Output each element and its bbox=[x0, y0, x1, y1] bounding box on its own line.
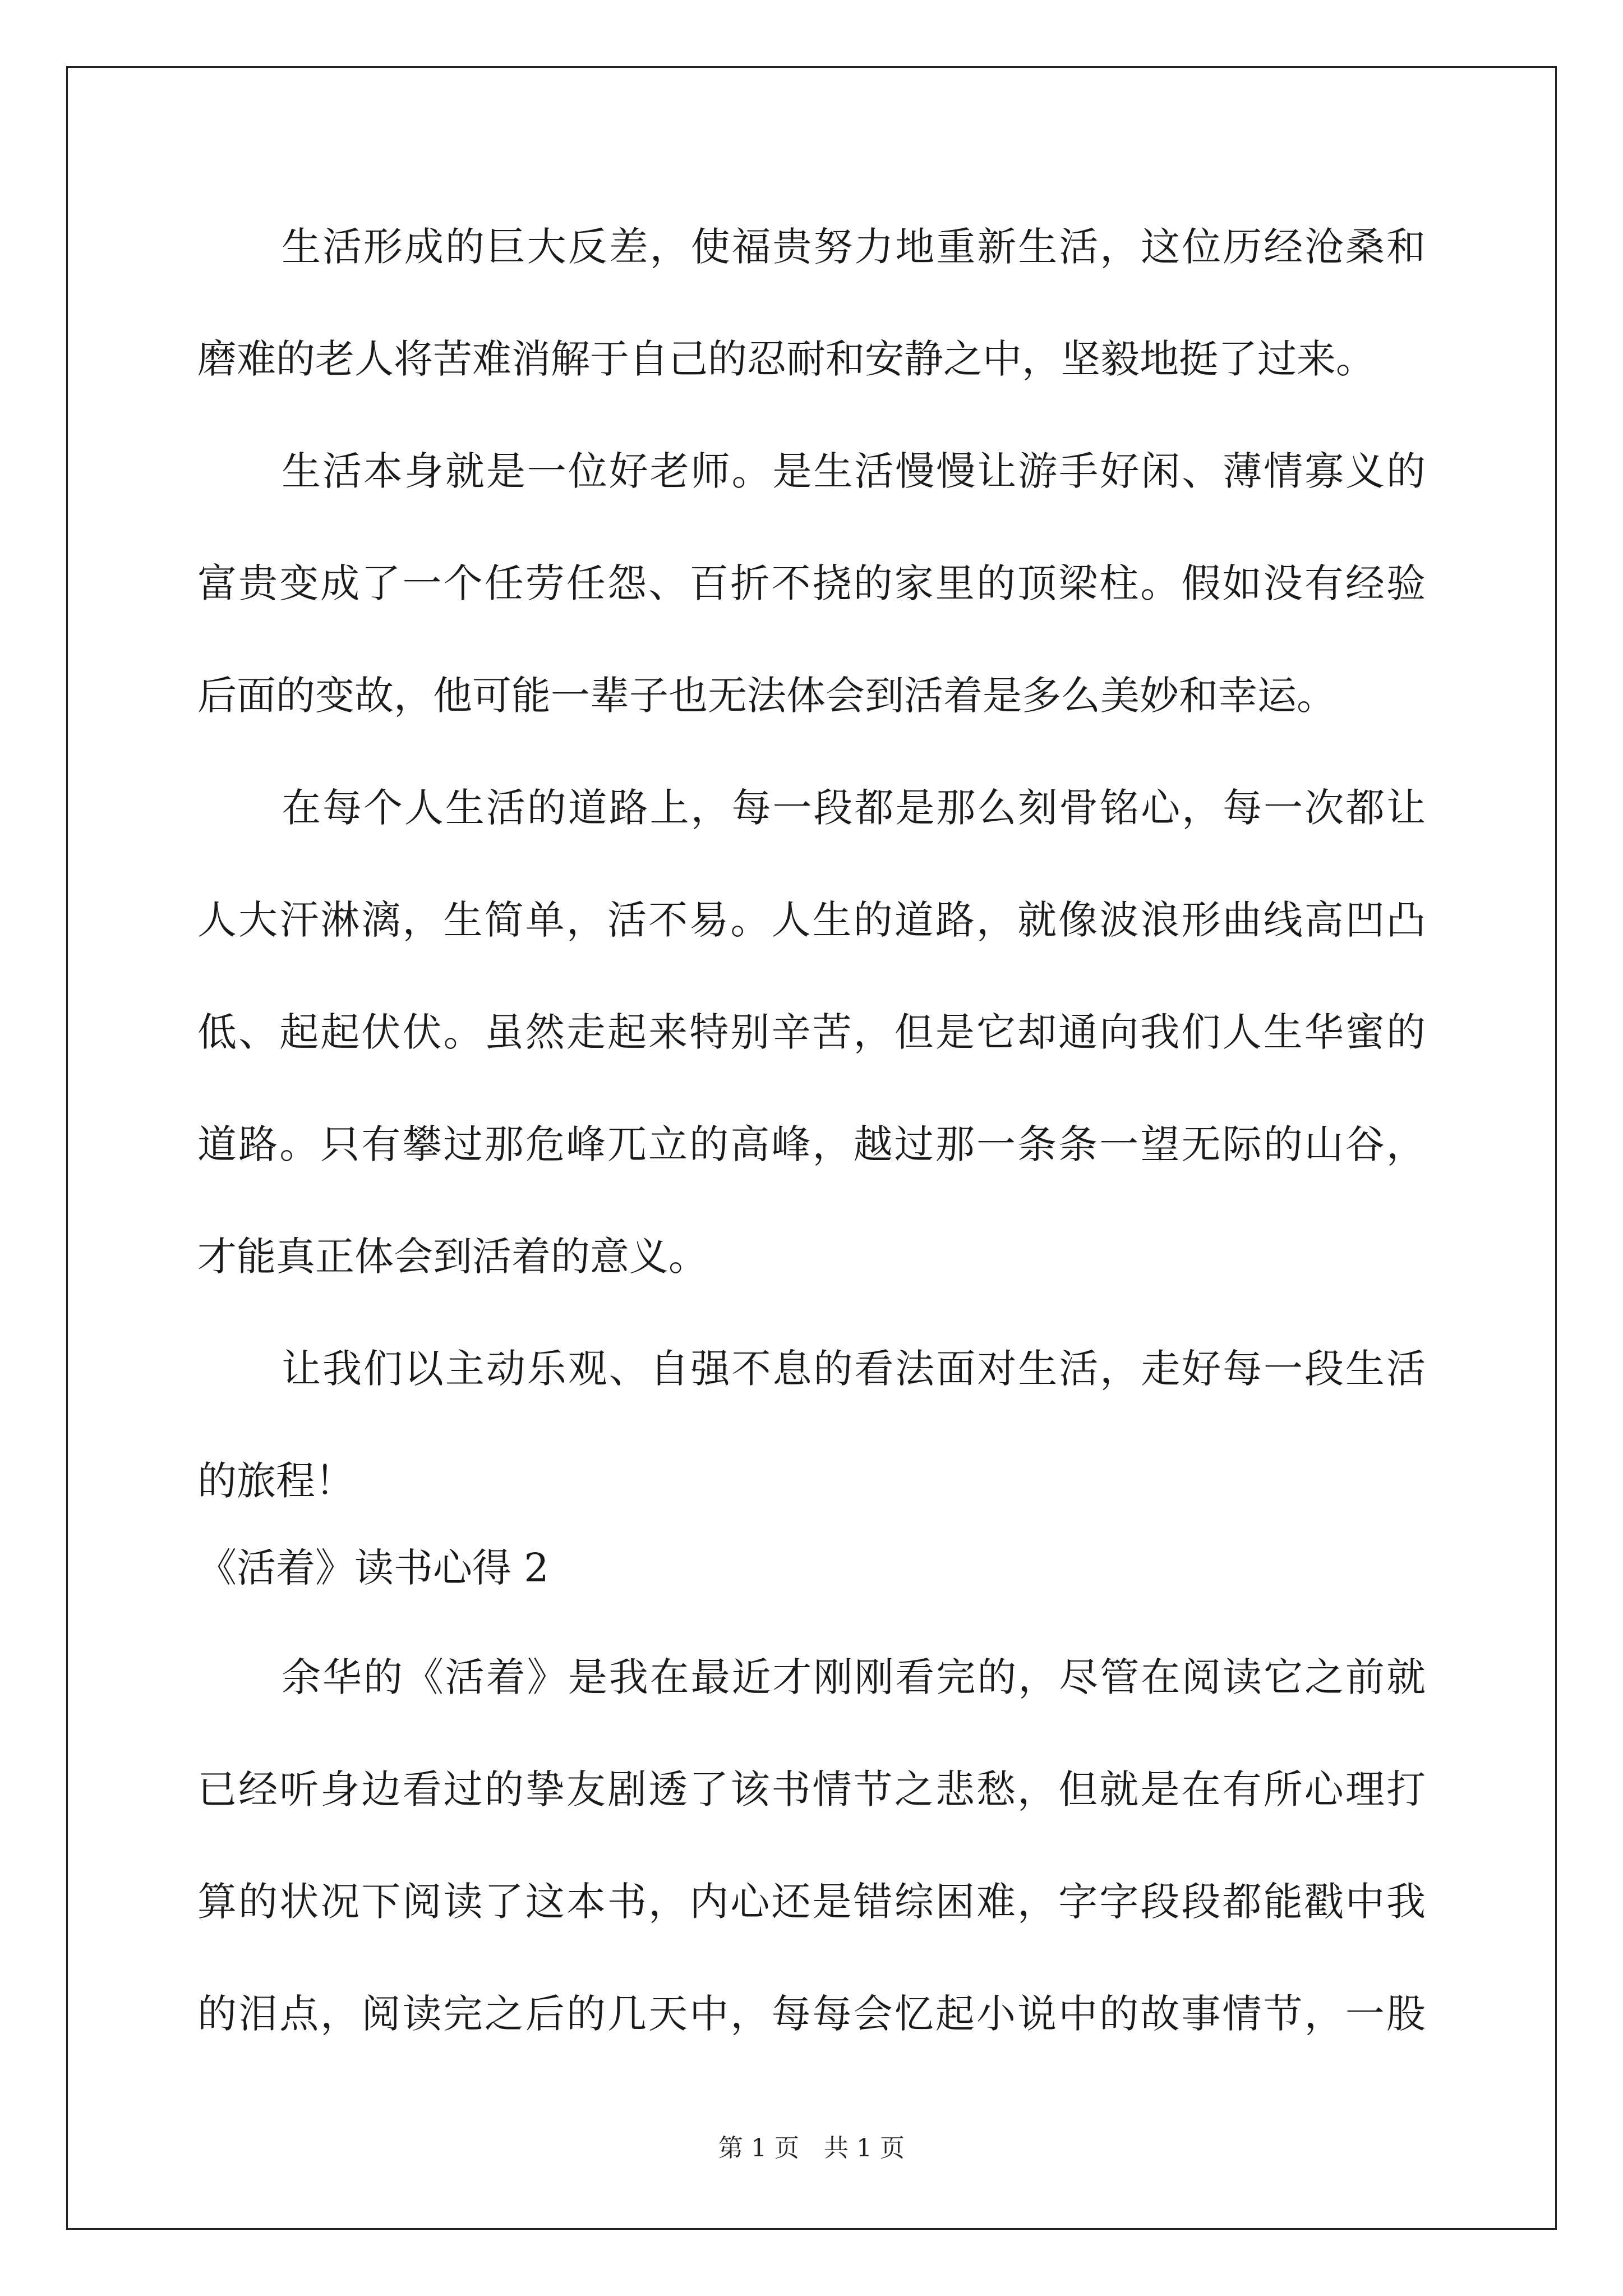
section-paragraph-line-3: 算的状况下阅读了这本书，内心还是错综困难，字字段段都能戳中我 bbox=[197, 1879, 1426, 1925]
paragraph-4-line-2: 的旅程！ bbox=[197, 1458, 354, 1504]
section-title: 《活着》读书心得 2 bbox=[197, 1545, 549, 1591]
section-paragraph-line-1: 余华的《活着》是我在最近才刚刚看完的，尽管在阅读它之前就 bbox=[282, 1654, 1426, 1700]
paragraph-1-line-1: 生活形成的巨大反差，使福贵努力地重新生活，这位历经沧桑和 bbox=[282, 224, 1426, 270]
paragraph-4-line-1: 让我们以主动乐观、自强不息的看法面对生活，走好每一段生活 bbox=[282, 1346, 1426, 1392]
paragraph-1-line-2: 磨难的老人将苦难消解于自己的忍耐和安静之中，坚毅地挺了过来。 bbox=[197, 336, 1375, 382]
paragraph-2-line-3: 后面的变故，他可能一辈子也无法体会到活着是多么美妙和幸运。 bbox=[197, 673, 1336, 719]
page-footer: 第 1 页 共 1 页 bbox=[718, 2134, 905, 2162]
paragraph-2-line-1: 生活本身就是一位好老师。是生活慢慢让游手好闲、薄情寡义的 bbox=[282, 448, 1426, 494]
paragraph-2-line-2: 富贵变成了一个任劳任怨、百折不挠的家里的顶梁柱。假如没有经验 bbox=[197, 560, 1426, 606]
paragraph-3-line-2: 人大汗淋漓，生简单，活不易。人生的道路，就像波浪形曲线高凹凸 bbox=[197, 897, 1426, 943]
paragraph-3-line-5: 才能真正体会到活着的意义。 bbox=[197, 1234, 708, 1280]
section-paragraph-line-4: 的泪点，阅读完之后的几天中，每每会忆起小说中的故事情节，一股 bbox=[197, 1991, 1426, 2037]
paragraph-3-line-1: 在每个人生活的道路上，每一段都是那么刻骨铭心，每一次都让 bbox=[282, 785, 1426, 831]
section-paragraph-line-2: 已经听身边看过的挚友剧透了该书情节之悲愁，但就是在有所心理打 bbox=[197, 1766, 1426, 1812]
paragraph-3-line-4: 道路。只有攀过那危峰兀立的高峰，越过那一条条一望无际的山谷， bbox=[197, 1121, 1426, 1167]
paragraph-3-line-3: 低、起起伏伏。虽然走起来特别辛苦，但是它却通向我们人生华蜜的 bbox=[197, 1009, 1426, 1055]
